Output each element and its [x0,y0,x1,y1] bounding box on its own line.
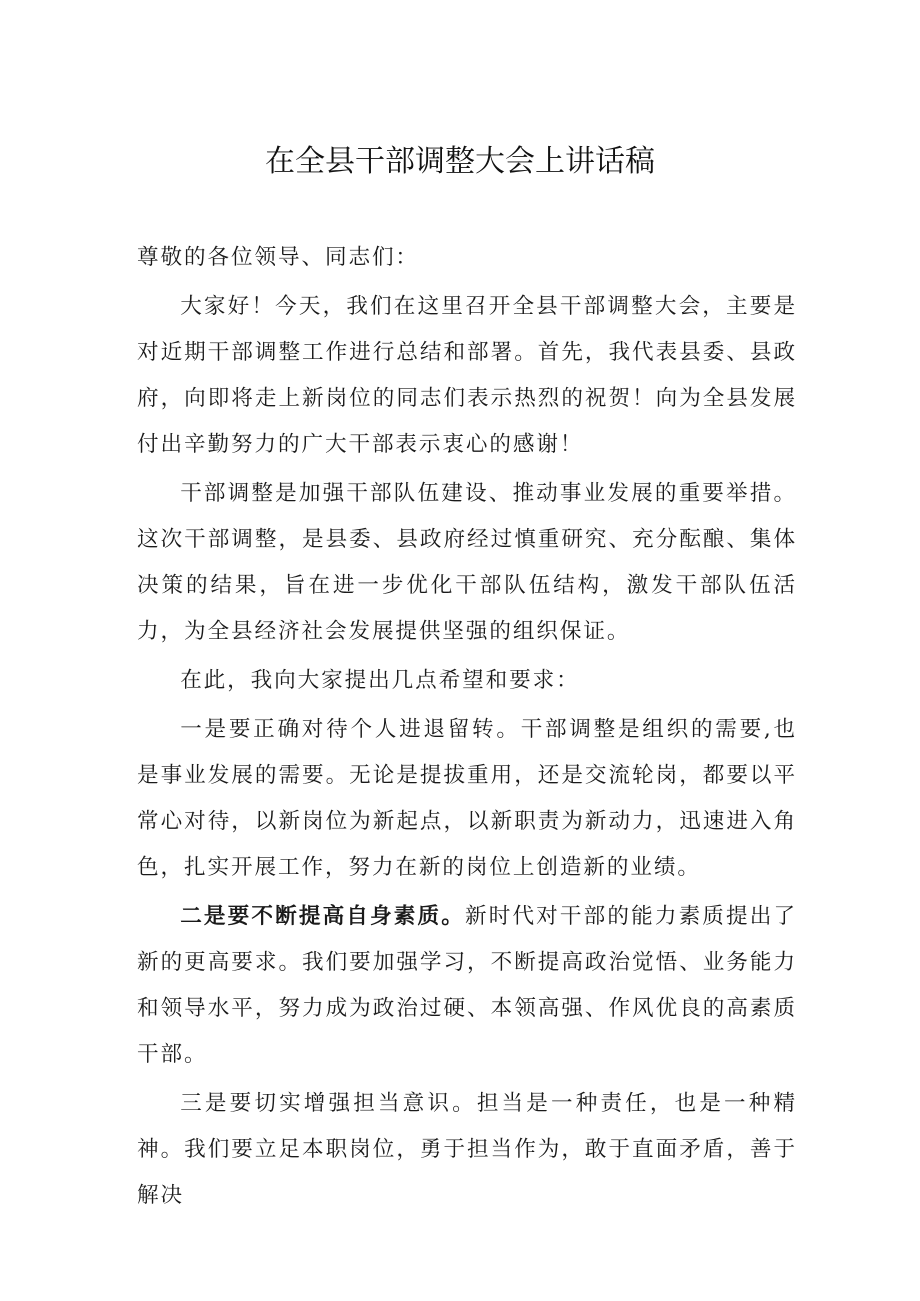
paragraph-lead-heading: 二是要不断提高自身素质。 [180,904,465,929]
paragraph-text: 三是要切实增强担当意识。担当是一种责任，也是一种精神。我们要立足本职岗位，勇于担当作为，敢于直面矛盾，善于解决 [137,1091,797,1208]
paragraph-point-three [137,1081,797,1219]
paragraph-text: 新时代对干部的能力素质提出了新的更高要求。我们要加强学习，不断提高政治觉悟、业务能力和领导水平，努力成为政治过硬、本领高强、作风优良的高素质干部。 [137,904,797,1067]
salutation: 尊敬的各位领导、同志们： [137,245,419,270]
paragraph-text: 一是要正确对待个人进退留转。干部调整是组织的需要,也是事业发展的需要。无论是提拔重用，还是交流轮岗，都要以平常心对待，以新岗位为新起点，以新职责为新动力，迅速进入角色，扎实开展工作，努力在新的岗位上创造新的业绩。 [137,717,797,880]
paragraph-point-one [137,707,797,891]
paragraph-requirements-intro [137,658,797,704]
paragraph-text: 在此，我向大家提出几点希望和要求： [180,668,580,693]
paragraph-text: 干部调整是加强干部队伍建设、推动事业发展的重要举措。这次干部调整，是县委、县政府经过慎重研究、充分酝酿、集体决策的结果，旨在进一步优化干部队伍结构，激发干部队伍活力，为全县经济社会发展提供坚强的组织保证。 [137,481,797,644]
document-title: 在全县干部调整大会上讲话稿 [265,144,655,179]
document-body [137,235,797,1222]
paragraph-text: 大家好！今天，我们在这里召开全县干部调整大会，主要是对近期干部调整工作进行总结和部署。首先，我代表县委、县政府，向即将走上新岗位的同志们表示热烈的祝贺！向为全县发展付出辛勤努力的广大干部表示衷心的感谢！ [137,294,797,457]
paragraph-greeting [137,284,797,468]
paragraph-adjustment-purpose [137,471,797,655]
paragraph-point-two [137,894,797,1078]
